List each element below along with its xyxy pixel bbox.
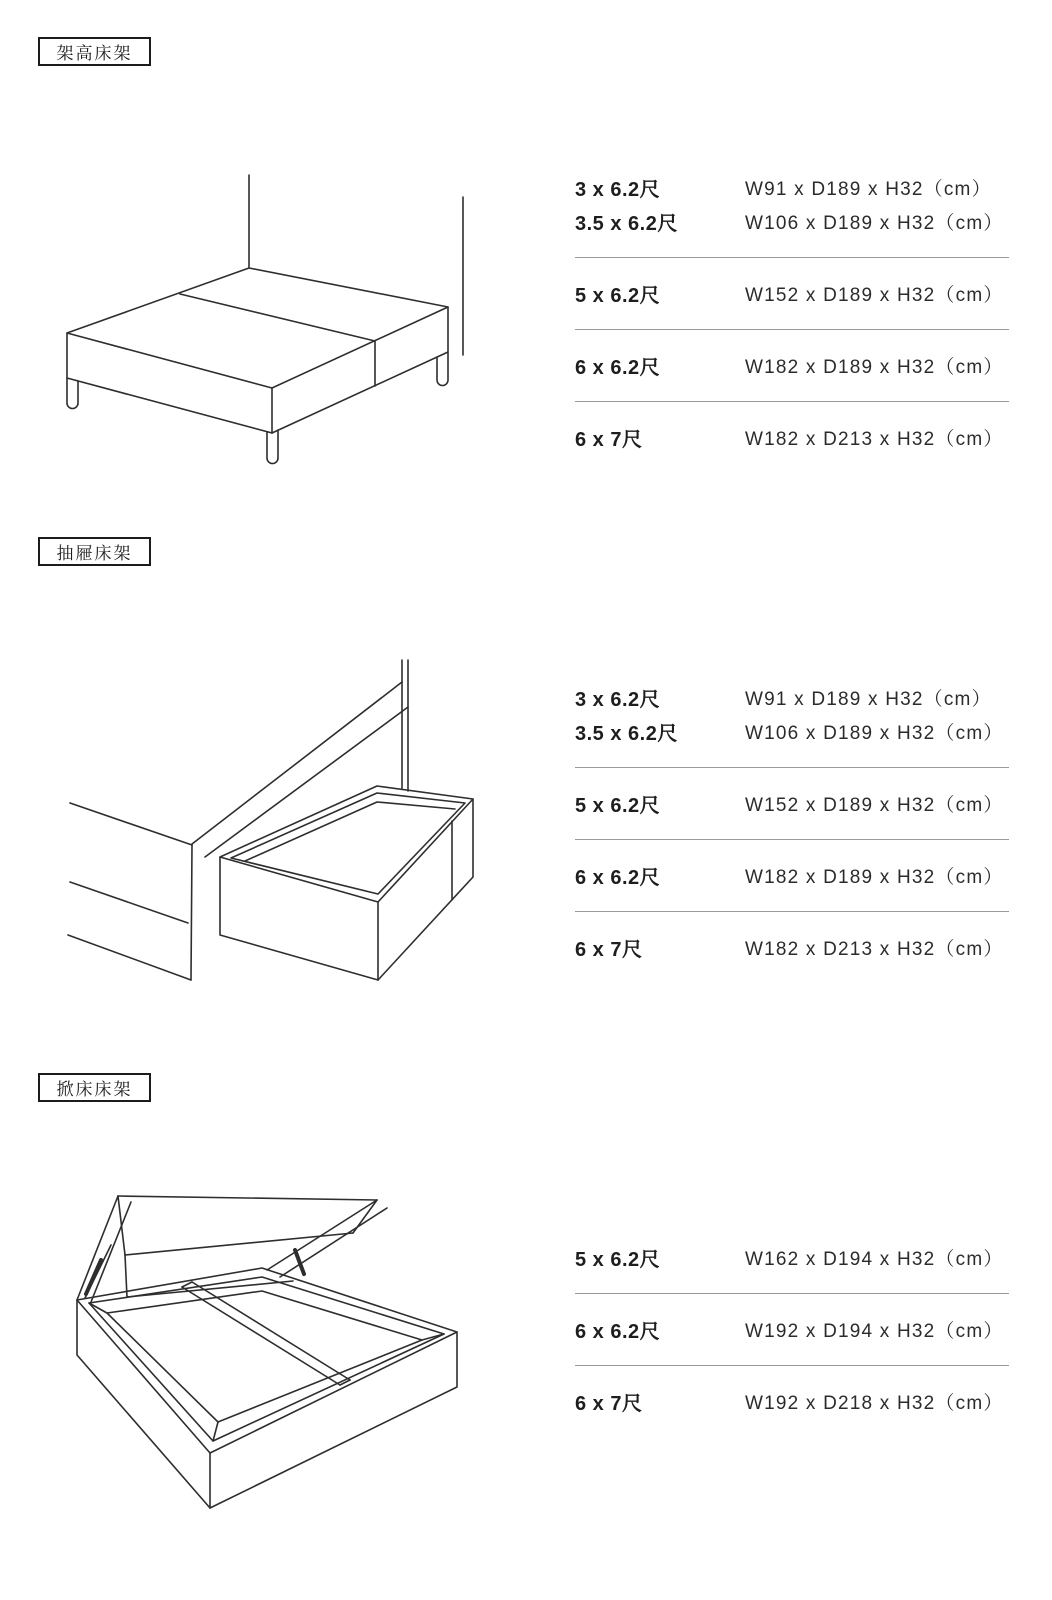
divider bbox=[575, 1365, 1009, 1366]
spec-table-drawer-bed bbox=[575, 680, 1009, 964]
raised-bed-frame-illustration bbox=[60, 160, 490, 470]
spec-size: 6 x 7尺 bbox=[575, 1392, 643, 1415]
spec-dimensions: W182 x D189 x H32（cm） bbox=[745, 866, 1004, 888]
divider bbox=[575, 257, 1009, 258]
spec-row bbox=[575, 714, 1009, 748]
spec-size: 6 x 6.2尺 bbox=[575, 866, 661, 889]
spec-size: 6 x 7尺 bbox=[575, 938, 643, 961]
spec-size: 6 x 6.2尺 bbox=[575, 1320, 661, 1343]
spec-table-raised-bed bbox=[575, 170, 1009, 454]
divider bbox=[575, 329, 1009, 330]
spec-dimensions: W162 x D194 x H32（cm） bbox=[745, 1248, 1004, 1270]
spec-row bbox=[575, 930, 1009, 964]
spec-dimensions: W91 x D189 x H32（cm） bbox=[745, 178, 992, 200]
spec-size: 3.5 x 6.2尺 bbox=[575, 212, 678, 235]
spec-row bbox=[575, 170, 1009, 204]
spec-size: 5 x 6.2尺 bbox=[575, 284, 661, 307]
divider bbox=[575, 767, 1009, 768]
spec-row bbox=[575, 1312, 1009, 1346]
spec-size: 3 x 6.2尺 bbox=[575, 178, 661, 201]
spec-dimensions: W152 x D189 x H32（cm） bbox=[745, 794, 1004, 816]
spec-size: 6 x 7尺 bbox=[575, 428, 643, 451]
spec-table-liftup-bed bbox=[575, 1240, 1009, 1418]
spec-row bbox=[575, 786, 1009, 820]
spec-size: 5 x 6.2尺 bbox=[575, 794, 661, 817]
spec-row bbox=[575, 680, 1009, 714]
divider bbox=[575, 911, 1009, 912]
spec-dimensions: W106 x D189 x H32（cm） bbox=[745, 212, 1004, 234]
spec-dimensions: W91 x D189 x H32（cm） bbox=[745, 688, 992, 710]
section-label-liftup-bed: 掀床床架 bbox=[38, 1073, 151, 1102]
spec-dimensions: W192 x D218 x H32（cm） bbox=[745, 1392, 1004, 1414]
spec-dimensions: W182 x D213 x H32（cm） bbox=[745, 938, 1004, 960]
spec-dimensions: W192 x D194 x H32（cm） bbox=[745, 1320, 1004, 1342]
section-label-raised-bed: 架高床架 bbox=[38, 37, 151, 66]
spec-dimensions: W182 x D189 x H32（cm） bbox=[745, 356, 1004, 378]
divider bbox=[575, 1293, 1009, 1294]
drawer-bed-frame-illustration bbox=[55, 650, 505, 1010]
spec-row bbox=[575, 1240, 1009, 1274]
spec-row bbox=[575, 858, 1009, 892]
spec-dimensions: W152 x D189 x H32（cm） bbox=[745, 284, 1004, 306]
liftup-bed-frame-illustration bbox=[55, 1150, 505, 1520]
spec-row bbox=[575, 204, 1009, 238]
spec-row bbox=[575, 420, 1009, 454]
divider bbox=[575, 839, 1009, 840]
spec-row bbox=[575, 1384, 1009, 1418]
spec-row bbox=[575, 348, 1009, 382]
spec-dimensions: W182 x D213 x H32（cm） bbox=[745, 428, 1004, 450]
spec-size: 3.5 x 6.2尺 bbox=[575, 722, 678, 745]
section-label-drawer-bed: 抽屜床架 bbox=[38, 537, 151, 566]
spec-row bbox=[575, 276, 1009, 310]
spec-dimensions: W106 x D189 x H32（cm） bbox=[745, 722, 1004, 744]
divider bbox=[575, 401, 1009, 402]
spec-size: 3 x 6.2尺 bbox=[575, 688, 661, 711]
spec-size: 6 x 6.2尺 bbox=[575, 356, 661, 379]
spec-size: 5 x 6.2尺 bbox=[575, 1248, 661, 1271]
